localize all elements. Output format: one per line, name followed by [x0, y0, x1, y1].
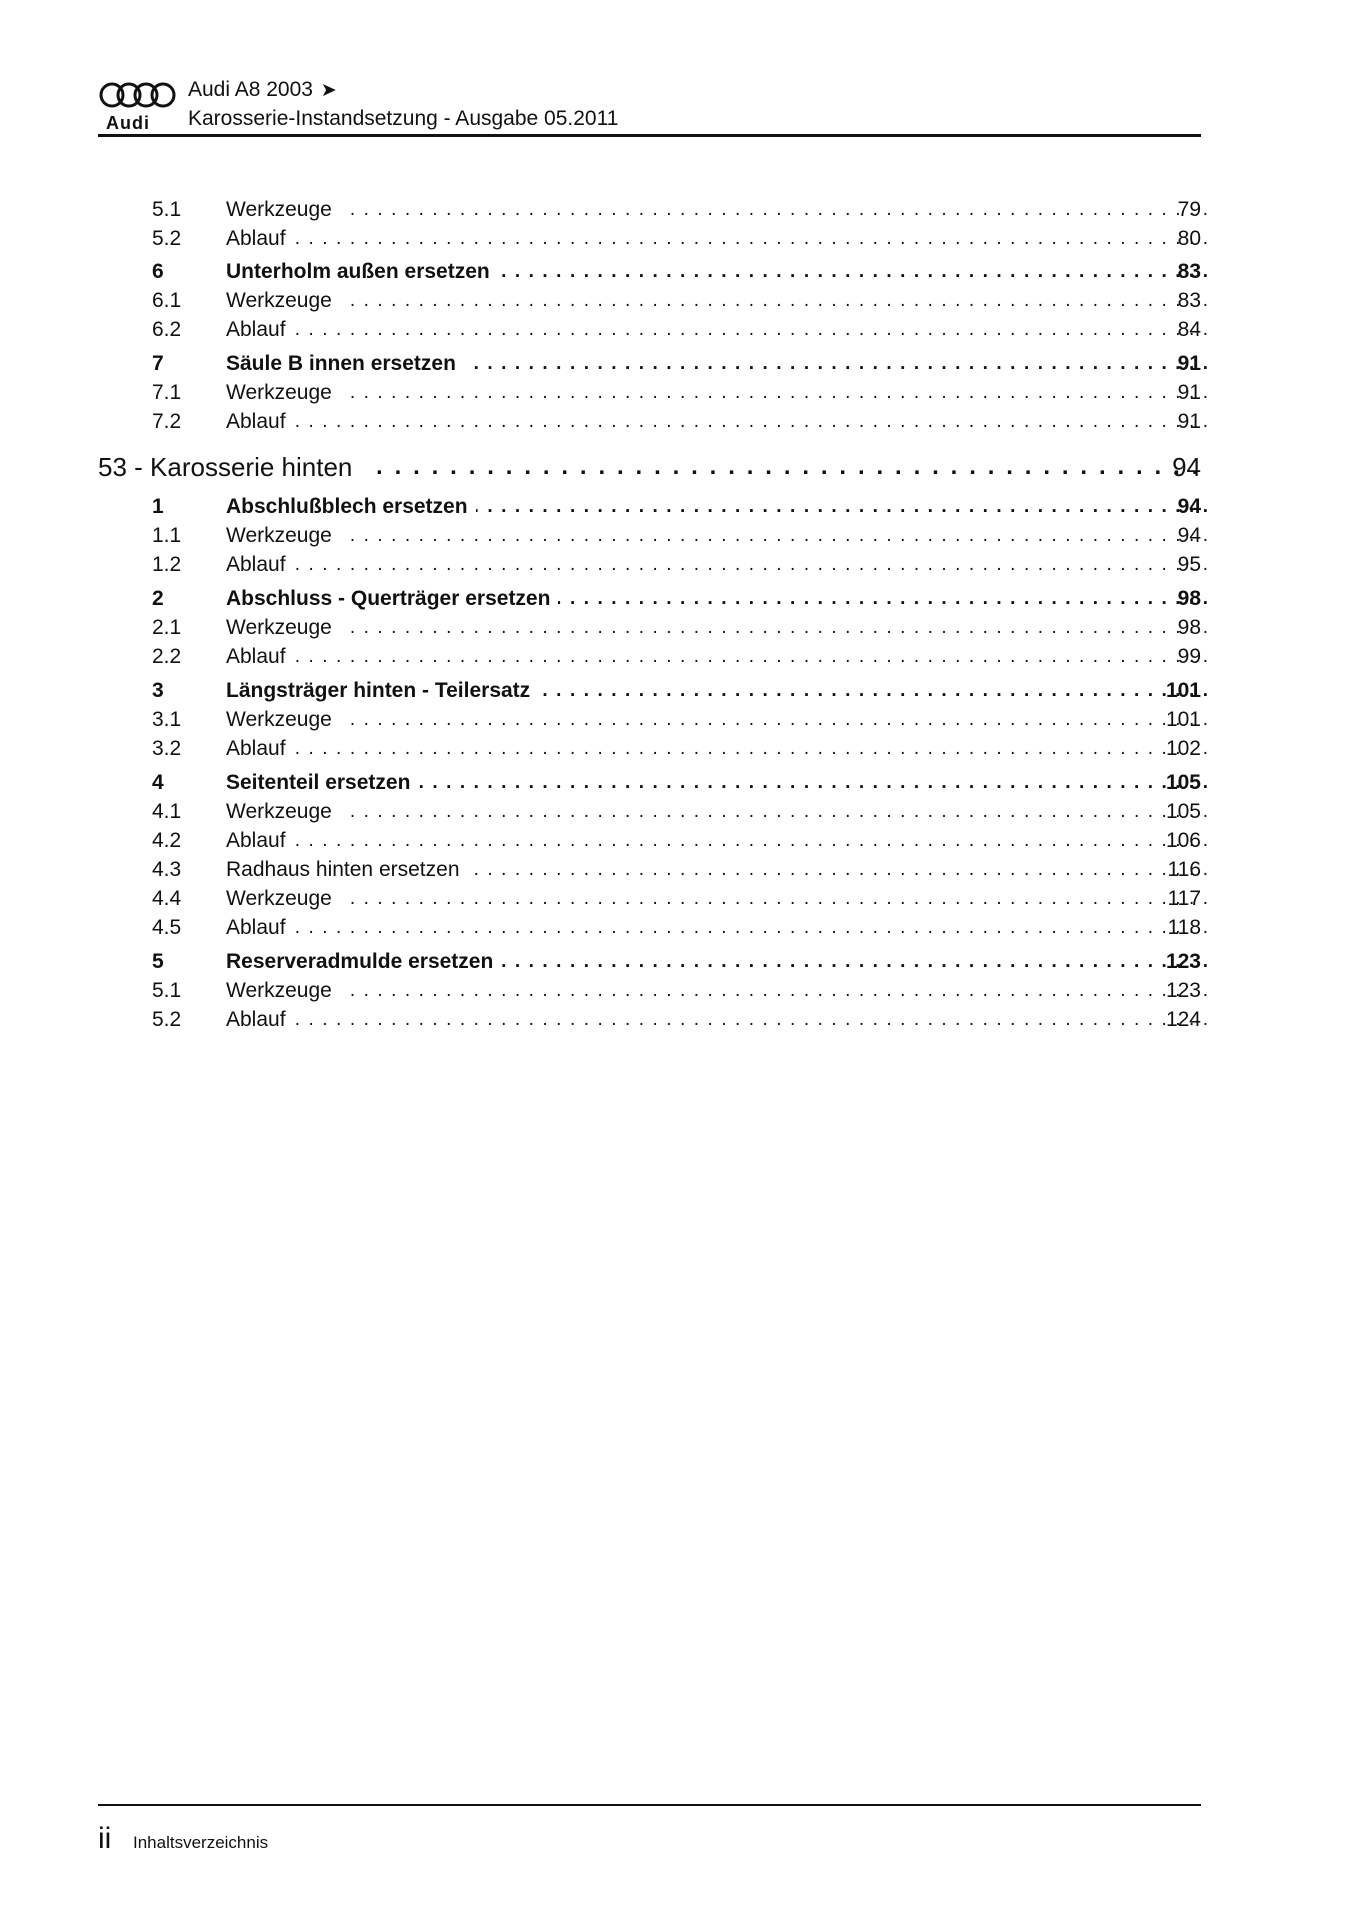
- toc-entry-title-text: Werkzeuge: [226, 800, 340, 823]
- toc-entry-number: 1: [152, 495, 164, 518]
- toc-entry-title: [226, 885, 1207, 913]
- toc-entry-page: 98: [1177, 616, 1201, 639]
- toc-subsection-row[interactable]: [0, 614, 1357, 644]
- toc-entry-title-text: Werkzeuge: [226, 708, 340, 731]
- toc-entry-number: 4.3: [152, 858, 182, 881]
- toc-chapter-page: 94: [1172, 452, 1201, 482]
- toc-entry-page: 83: [1177, 260, 1201, 283]
- toc-entry-page: 95: [1177, 553, 1201, 576]
- toc-entry-title-text: Längsträger hinten - Teilersatz: [226, 679, 538, 702]
- toc-entry-title: [226, 914, 1207, 942]
- toc-entry-title: [226, 769, 1207, 797]
- toc-entry-number: 6.2: [152, 318, 182, 341]
- toc-entry-page: 91: [1177, 381, 1201, 404]
- toc-entry-title-text: Ablauf: [226, 1008, 294, 1031]
- toc-entry-title-text: Ablauf: [226, 318, 294, 341]
- toc-entry-page: 99: [1177, 645, 1201, 668]
- toc-entry-page: 98: [1177, 587, 1201, 610]
- toc-entry-page: 83: [1177, 289, 1201, 312]
- toc-entry-number: 7: [152, 352, 164, 375]
- toc-entry-title: [226, 493, 1207, 521]
- toc-entry-title-text: Werkzeuge: [226, 524, 340, 547]
- toc-entry-page: 116: [1167, 858, 1201, 881]
- toc-entry-title-text: Seitenteil ersetzen: [226, 771, 418, 794]
- toc-entry-title: [226, 1006, 1207, 1034]
- header-title-line2: Karosserie-Instandsetzung - Ausgabe 05.2011: [188, 107, 619, 130]
- toc-entry-title: [226, 258, 1207, 286]
- toc-entry-title: [226, 798, 1207, 826]
- toc-entry-page: 102: [1165, 737, 1201, 760]
- toc-chapter-title: [98, 450, 1207, 484]
- toc-entry-number: 5: [152, 950, 164, 973]
- toc-section-row[interactable]: [0, 769, 1357, 799]
- toc-entry-title: [226, 379, 1207, 407]
- audi-rings-icon: [98, 80, 180, 114]
- toc-subsection-row[interactable]: [0, 551, 1357, 581]
- toc-entry-number: 1.2: [152, 553, 182, 576]
- toc-entry-title: [226, 856, 1207, 884]
- toc-entry-title-text: Werkzeuge: [226, 381, 340, 404]
- audi-logo: [98, 80, 180, 133]
- toc-entry-title: [226, 643, 1207, 671]
- toc-entry-title: [226, 585, 1207, 613]
- toc-entry-page: 117: [1167, 887, 1201, 910]
- toc-entry-title: [226, 408, 1207, 436]
- toc-entry-page: 101: [1165, 679, 1201, 702]
- toc-entry-number: 7.2: [152, 410, 182, 433]
- toc-entry-title-text: Ablauf: [226, 916, 294, 939]
- toc-subsection-row[interactable]: [0, 706, 1357, 736]
- footer-page-number: ii: [98, 1822, 112, 1855]
- toc-subsection-row[interactable]: [0, 885, 1357, 915]
- toc-subsection-row[interactable]: [0, 827, 1357, 857]
- toc-entry-title-text: Werkzeuge: [226, 887, 340, 910]
- toc-entry-number: 3: [152, 679, 164, 702]
- toc-entry-number: 5.1: [152, 979, 182, 1002]
- header-model: [188, 78, 337, 102]
- toc-entry-title: [226, 350, 1207, 378]
- toc-entry-number: 6.1: [152, 289, 182, 312]
- toc-entry-title-text: Ablauf: [226, 553, 294, 576]
- toc-entry-page: 106: [1165, 829, 1201, 852]
- toc-entry-title-text: Ablauf: [226, 645, 294, 668]
- toc-entry-page: 91: [1177, 352, 1201, 375]
- toc-entry-page: 79: [1177, 198, 1201, 221]
- toc-subsection-row[interactable]: [0, 316, 1357, 346]
- toc-subsection-row[interactable]: [0, 735, 1357, 765]
- toc-entry-title: [226, 287, 1207, 315]
- toc-entry-number: 2.2: [152, 645, 182, 668]
- toc-entry-title-text: Unterholm außen ersetzen: [226, 260, 498, 283]
- toc-subsection-row[interactable]: [0, 856, 1357, 886]
- toc-entry-title: [226, 977, 1207, 1005]
- toc-subsection-row[interactable]: [0, 977, 1357, 1007]
- toc-entry-number: 4.2: [152, 829, 182, 852]
- toc-entry-title: [226, 827, 1207, 855]
- toc-section-row[interactable]: [0, 350, 1357, 380]
- arrow-right-icon: ➤: [320, 80, 337, 101]
- toc-entry-page: 91: [1177, 410, 1201, 433]
- toc-entry-title: [226, 677, 1207, 705]
- toc-entry-page: 123: [1165, 950, 1201, 973]
- toc-entry-page: 123: [1165, 979, 1201, 1002]
- toc-section-row[interactable]: [0, 948, 1357, 978]
- toc-subsection-row[interactable]: [0, 522, 1357, 552]
- toc-entry-title: [226, 196, 1207, 224]
- toc-entry-number: 4.1: [152, 800, 182, 823]
- toc-entry-page: 94: [1177, 524, 1201, 547]
- toc-entry-title: [226, 614, 1207, 642]
- toc-entry-title: [226, 551, 1207, 579]
- toc-entry-title-text: Werkzeuge: [226, 198, 340, 221]
- toc-entry-page: 118: [1167, 916, 1201, 939]
- toc-entry-title: [226, 522, 1207, 550]
- toc-subsection-row[interactable]: [0, 1006, 1357, 1036]
- toc-entry-number: 7.1: [152, 381, 182, 404]
- toc-entry-number: 2.1: [152, 616, 182, 639]
- toc-subsection-row[interactable]: [0, 798, 1357, 828]
- toc-entry-number: 6: [152, 260, 164, 283]
- toc-section-row[interactable]: [0, 258, 1357, 288]
- toc-entry-title-text: Abschluss - Querträger ersetzen: [226, 587, 558, 610]
- toc-entry-title-text: Werkzeuge: [226, 979, 340, 1002]
- toc-subsection-row[interactable]: [0, 225, 1357, 255]
- toc-entry-title: [226, 948, 1207, 976]
- toc-section-row[interactable]: [0, 677, 1357, 707]
- toc-entry-number: 5.1: [152, 198, 182, 221]
- toc-entry-title: [226, 706, 1207, 734]
- toc-subsection-row[interactable]: [0, 408, 1357, 438]
- toc-entry-page: 105: [1165, 800, 1201, 823]
- toc-entry-page: 94: [1177, 495, 1201, 518]
- toc-entry-title-text: Werkzeuge: [226, 616, 340, 639]
- toc-entry-title: [226, 225, 1207, 253]
- toc-entry-title-text: Ablauf: [226, 829, 294, 852]
- toc-entry-title-text: Werkzeuge: [226, 289, 340, 312]
- toc-entry-number: 3.1: [152, 708, 182, 731]
- toc-chapter-row[interactable]: [0, 450, 1357, 486]
- toc-subsection-row[interactable]: [0, 643, 1357, 673]
- toc-subsection-row[interactable]: [0, 914, 1357, 944]
- toc-entry-title-text: Ablauf: [226, 410, 294, 433]
- toc-entry-page: 80: [1177, 227, 1201, 250]
- toc-subsection-row[interactable]: [0, 287, 1357, 317]
- toc-entry-title: [226, 316, 1207, 344]
- header-title-line1: Audi A8 2003: [188, 78, 313, 101]
- toc-entry-number: 4.5: [152, 916, 182, 939]
- toc-entry-title-text: Ablauf: [226, 227, 294, 250]
- toc-entry-title-text: Ablauf: [226, 737, 294, 760]
- toc-entry-title-text: Säule B innen ersetzen: [226, 352, 464, 375]
- toc-entry-page: 124: [1165, 1008, 1201, 1031]
- toc-entry-number: 3.2: [152, 737, 182, 760]
- footer-divider: [98, 1804, 1201, 1806]
- audi-wordmark: Audi: [106, 113, 150, 133]
- toc-entry-number: 5.2: [152, 227, 182, 250]
- toc-section-row[interactable]: [0, 585, 1357, 615]
- toc-entry-number: 4: [152, 771, 164, 794]
- toc-entry-title: [226, 735, 1207, 763]
- toc-entry-page: 105: [1165, 771, 1201, 794]
- toc-entry-page: 84: [1177, 318, 1201, 341]
- toc-entry-number: 2: [152, 587, 164, 610]
- toc-entry-title-text: Reserveradmulde ersetzen: [226, 950, 501, 973]
- toc-entry-number: 4.4: [152, 887, 182, 910]
- toc-entry-title-text: Radhaus hinten ersetzen: [226, 858, 468, 881]
- toc-subsection-row[interactable]: [0, 379, 1357, 409]
- footer-section: Inhaltsverzeichnis: [133, 1833, 269, 1852]
- toc-entry-number: 1.1: [152, 524, 182, 547]
- toc-subsection-row[interactable]: [0, 196, 1357, 226]
- toc-chapter-title-text: 53 - Karosserie hinten: [98, 452, 364, 482]
- toc-entry-page: 101: [1165, 708, 1201, 731]
- toc-section-row[interactable]: [0, 493, 1357, 523]
- page-header: [98, 78, 1201, 137]
- toc-entry-number: 5.2: [152, 1008, 182, 1031]
- toc-entry-title-text: Abschlußblech ersetzen: [226, 495, 476, 518]
